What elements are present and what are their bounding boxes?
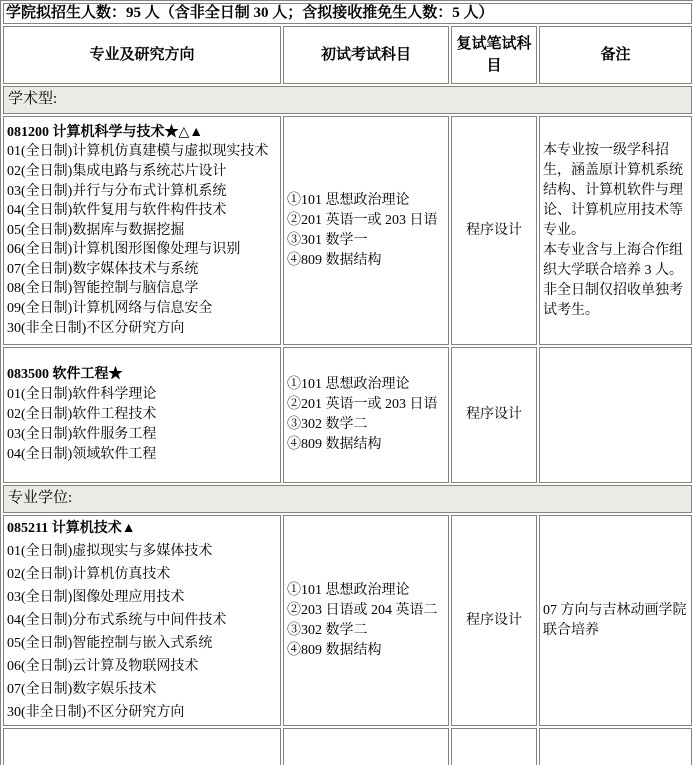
table-row-partial <box>3 728 692 765</box>
retest-subject-cell: 程序设计 <box>451 347 537 483</box>
section-label-academic: 学术型: <box>3 86 692 114</box>
retest-subject-cell: 程序设计 <box>451 116 537 345</box>
major-cell-085211 <box>3 515 281 726</box>
retest-subject-cell: 程序设计 <box>451 515 537 726</box>
empty-cell <box>3 728 281 765</box>
section-row-professional <box>3 485 692 513</box>
remarks-cell: 07 方向与吉林动画学院联合培养 <box>539 515 692 726</box>
section-label-professional: 专业学位: <box>3 485 692 513</box>
program-title: 081200 计算机科学与技术★△▲ <box>7 124 204 140</box>
admission-count-title: 学院拟招生人数：95 人（含非全日制 30 人；含拟接收推免生人数：5 人） <box>3 3 692 24</box>
direction-list: 01(全日制)软件科学理论 02(全日制)软件工程技术 03(全日制)软件服务工程 04(全日制)领域软件工程 <box>7 387 157 462</box>
remarks-cell <box>539 347 692 483</box>
header-initial-exam: 初试考试科目 <box>283 26 449 84</box>
table-header-row <box>3 26 692 84</box>
table-row-081200 <box>3 116 692 345</box>
empty-cell <box>283 728 449 765</box>
header-retest-exam: 复试笔试科目 <box>451 26 537 84</box>
table-title-row <box>3 3 692 24</box>
header-major-direction: 专业及研究方向 <box>3 26 281 84</box>
program-title: 085211 计算机技术▲ <box>7 521 136 536</box>
empty-cell <box>451 728 537 765</box>
direction-list: 01(全日制)计算机仿真建模与虚拟现实技术 02(全日制)集成电路与系统芯片设计 03(全日制)并行与分布式计算机系统 04(全日制)软件复用与软件构件技术 05(全日制)数据库与数据挖掘 06(全日制)计算机图形图像处理与识别 07(全日制)数字媒体技术与系统 08(全日制)智能控制与脑信息学 09(全日制)计算机网络与信息安全 30(非全日制)不区分研究方向 <box>7 144 269 336</box>
major-cell-081200 <box>3 116 281 345</box>
table-row-085211 <box>3 515 692 726</box>
empty-cell <box>539 728 692 765</box>
section-row-academic <box>3 86 692 114</box>
exam-subjects-cell: ①101 思想政治理论 ②203 日语或 204 英语二 ③302 数学二 ④809 数据结构 <box>283 515 449 726</box>
exam-subjects-cell: ①101 思想政治理论 ②201 英语一或 203 日语 ③301 数学一 ④809 数据结构 <box>283 116 449 345</box>
program-title: 083500 软件工程★ <box>7 367 123 382</box>
table-row-083500 <box>3 347 692 483</box>
major-cell-083500 <box>3 347 281 483</box>
direction-list: 01(全日制)虚拟现实与多媒体技术 02(全日制)计算机仿真技术 03(全日制)图像处理应用技术 04(全日制)分布式系统与中间件技术 05(全日制)智能控制与嵌入式系统 06(全日制)云计算及物联网技术 07(全日制)数字娱乐技术 30(非全日制)不区分研究方向 <box>7 544 227 720</box>
exam-subjects-cell: ①101 思想政治理论 ②201 英语一或 203 日语 ③302 数学二 ④809 数据结构 <box>283 347 449 483</box>
header-remarks: 备注 <box>539 26 692 84</box>
remarks-cell: 本专业按一级学科招生，涵盖原计算机系统结构、计算机软件与理论、计算机应用技术等专业。 本专业含与上海合作组织大学联合培养 3 人。 非全日制仅招收单独考试考生。 <box>539 116 692 345</box>
